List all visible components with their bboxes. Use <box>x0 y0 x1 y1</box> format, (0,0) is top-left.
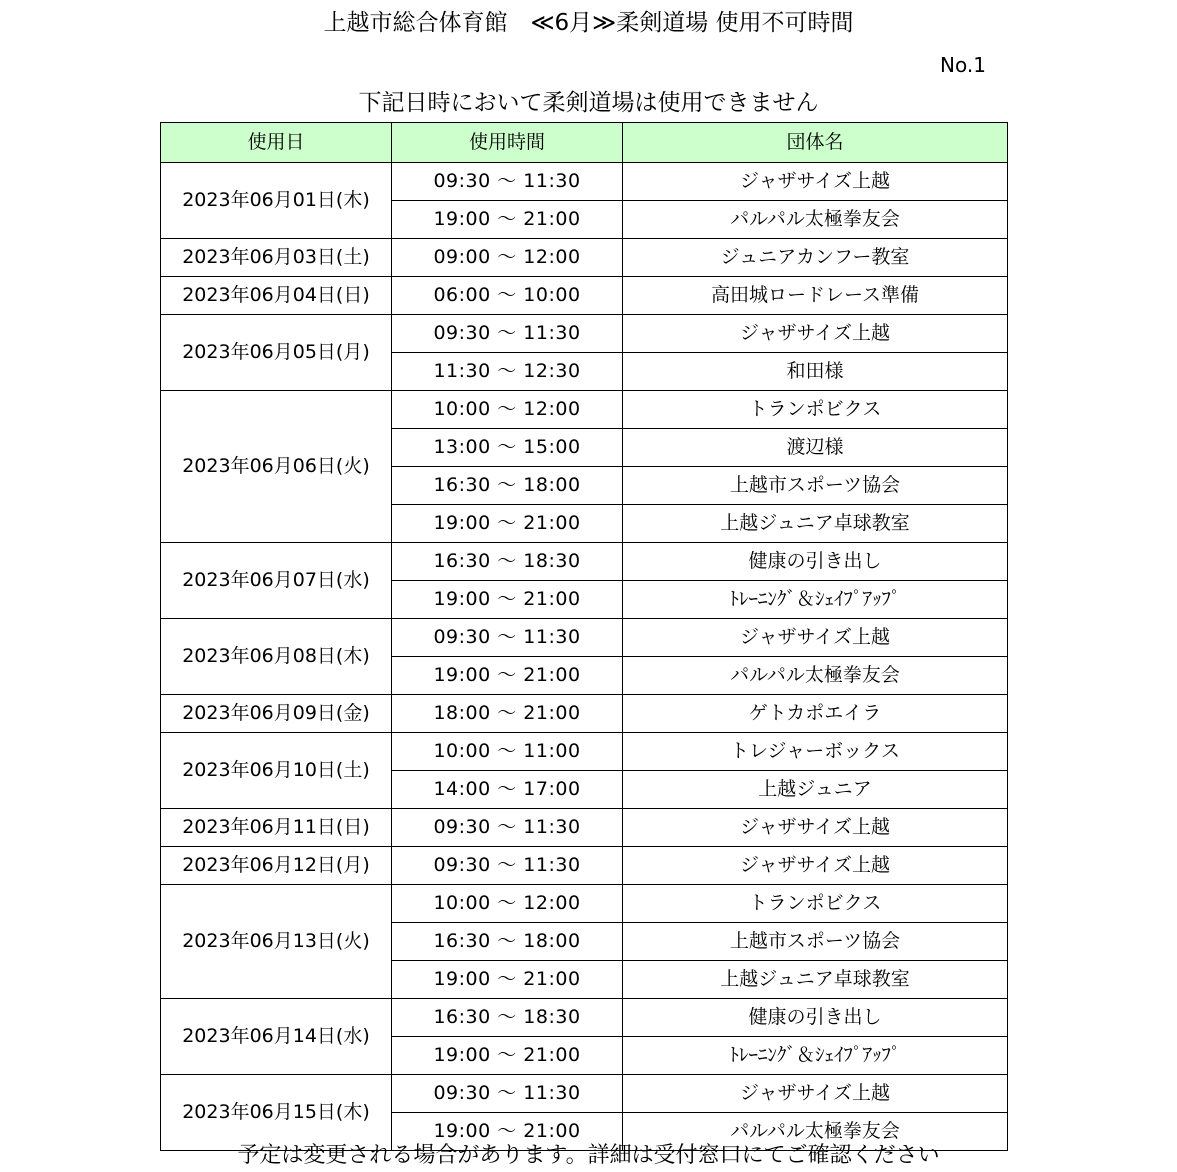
time-cell: 09:30 ～ 11:30 <box>392 315 623 353</box>
group-cell: トランポビクス <box>623 391 1008 429</box>
table-row <box>161 999 1008 1037</box>
group-cell: ジュニアカンフー教室 <box>623 239 1008 277</box>
time-cell: 19:00 ～ 21:00 <box>392 581 623 619</box>
time-cell: 13:00 ～ 15:00 <box>392 429 623 467</box>
page-subtitle: 下記日時において柔剣道場は使用できません <box>358 90 819 116</box>
time-cell: 19:00 ～ 21:00 <box>392 505 623 543</box>
date-cell: 2023年06月01日(木) <box>161 163 392 239</box>
time-cell: 06:00 ～ 10:00 <box>392 277 623 315</box>
group-cell: ジャザサイズ上越 <box>623 847 1008 885</box>
time-cell: 18:00 ～ 21:00 <box>392 695 623 733</box>
group-cell: ジャザサイズ上越 <box>623 1075 1008 1113</box>
page-title: 上越市総合体育館 ≪6月≫柔剣道場 使用不可時間 <box>323 10 854 36</box>
time-cell: 19:00 ～ 21:00 <box>392 961 623 999</box>
time-cell: 09:00 ～ 12:00 <box>392 239 623 277</box>
table-row <box>161 543 1008 581</box>
time-cell: 09:30 ～ 11:30 <box>392 619 623 657</box>
schedule-table <box>160 122 1008 1151</box>
table-row <box>161 1075 1008 1113</box>
date-cell: 2023年06月15日(木) <box>161 1075 392 1151</box>
time-cell: 19:00 ～ 21:00 <box>392 1037 623 1075</box>
group-cell: 上越ジュニア卓球教室 <box>623 961 1008 999</box>
group-cell: 和田様 <box>623 353 1008 391</box>
time-cell: 10:00 ～ 11:00 <box>392 733 623 771</box>
table-row <box>161 847 1008 885</box>
group-cell: ジャザサイズ上越 <box>623 315 1008 353</box>
group-cell: 上越ジュニア <box>623 771 1008 809</box>
table-row <box>161 733 1008 771</box>
group-cell: ﾄﾚｰﾆﾝｸﾞ＆ｼｪｲﾌﾟｱｯﾌﾟ <box>623 1037 1008 1075</box>
time-cell: 11:30 ～ 12:30 <box>392 353 623 391</box>
group-cell: パルパル太極拳友会 <box>623 1113 1008 1151</box>
group-cell: 上越市スポーツ協会 <box>623 923 1008 961</box>
group-cell: トレジャーボックス <box>623 733 1008 771</box>
time-cell: 09:30 ～ 11:30 <box>392 847 623 885</box>
group-cell: 上越ジュニア卓球教室 <box>623 505 1008 543</box>
group-cell: 上越市スポーツ協会 <box>623 467 1008 505</box>
group-cell: トランポビクス <box>623 885 1008 923</box>
group-cell: 健康の引き出し <box>623 999 1008 1037</box>
time-cell: 16:30 ～ 18:00 <box>392 923 623 961</box>
table-row <box>161 695 1008 733</box>
time-cell: 16:30 ～ 18:30 <box>392 543 623 581</box>
time-cell: 14:00 ～ 17:00 <box>392 771 623 809</box>
time-cell: 10:00 ～ 12:00 <box>392 885 623 923</box>
date-cell: 2023年06月03日(土) <box>161 239 392 277</box>
page-number: No.1 <box>940 53 986 77</box>
table-header-row <box>161 123 1008 163</box>
time-cell: 09:30 ～ 11:30 <box>392 163 623 201</box>
date-cell: 2023年06月11日(日) <box>161 809 392 847</box>
group-cell: ﾄﾚｰﾆﾝｸﾞ＆ｼｪｲﾌﾟｱｯﾌﾟ <box>623 581 1008 619</box>
date-cell: 2023年06月10日(土) <box>161 733 392 809</box>
time-cell: 19:00 ～ 21:00 <box>392 657 623 695</box>
time-cell: 16:30 ～ 18:30 <box>392 999 623 1037</box>
group-cell: ジャザサイズ上越 <box>623 619 1008 657</box>
date-cell: 2023年06月04日(日) <box>161 277 392 315</box>
group-cell: パルパル太極拳友会 <box>623 201 1008 239</box>
date-cell: 2023年06月09日(金) <box>161 695 392 733</box>
time-cell: 19:00 ～ 21:00 <box>392 1113 623 1151</box>
group-cell: 健康の引き出し <box>623 543 1008 581</box>
group-cell: パルパル太極拳友会 <box>623 657 1008 695</box>
group-cell: ジャザサイズ上越 <box>623 163 1008 201</box>
group-cell: ジャザサイズ上越 <box>623 809 1008 847</box>
date-cell: 2023年06月07日(水) <box>161 543 392 619</box>
date-cell: 2023年06月05日(月) <box>161 315 392 391</box>
table-row <box>161 619 1008 657</box>
group-cell: 渡辺様 <box>623 429 1008 467</box>
header-group: 団体名 <box>623 123 1008 163</box>
time-cell: 09:30 ～ 11:30 <box>392 809 623 847</box>
date-cell: 2023年06月13日(火) <box>161 885 392 999</box>
table-row <box>161 277 1008 315</box>
table-row <box>161 239 1008 277</box>
group-cell: 高田城ロードレース準備 <box>623 277 1008 315</box>
date-cell: 2023年06月14日(水) <box>161 999 392 1075</box>
table-row <box>161 809 1008 847</box>
table-row <box>161 391 1008 429</box>
time-cell: 10:00 ～ 12:00 <box>392 391 623 429</box>
header-time: 使用時間 <box>392 123 623 163</box>
date-cell: 2023年06月12日(月) <box>161 847 392 885</box>
date-cell: 2023年06月08日(木) <box>161 619 392 695</box>
header-date: 使用日 <box>161 123 392 163</box>
footer-note: 予定は変更される場合があります。詳細は受付窓口にてご確認ください <box>237 1143 940 1168</box>
time-cell: 09:30 ～ 11:30 <box>392 1075 623 1113</box>
time-cell: 16:30 ～ 18:00 <box>392 467 623 505</box>
time-cell: 19:00 ～ 21:00 <box>392 201 623 239</box>
table-row <box>161 315 1008 353</box>
table-row <box>161 885 1008 923</box>
date-cell: 2023年06月06日(火) <box>161 391 392 543</box>
table-row <box>161 163 1008 201</box>
schedule-body <box>161 163 1008 1151</box>
group-cell: ゲトカポエイラ <box>623 695 1008 733</box>
